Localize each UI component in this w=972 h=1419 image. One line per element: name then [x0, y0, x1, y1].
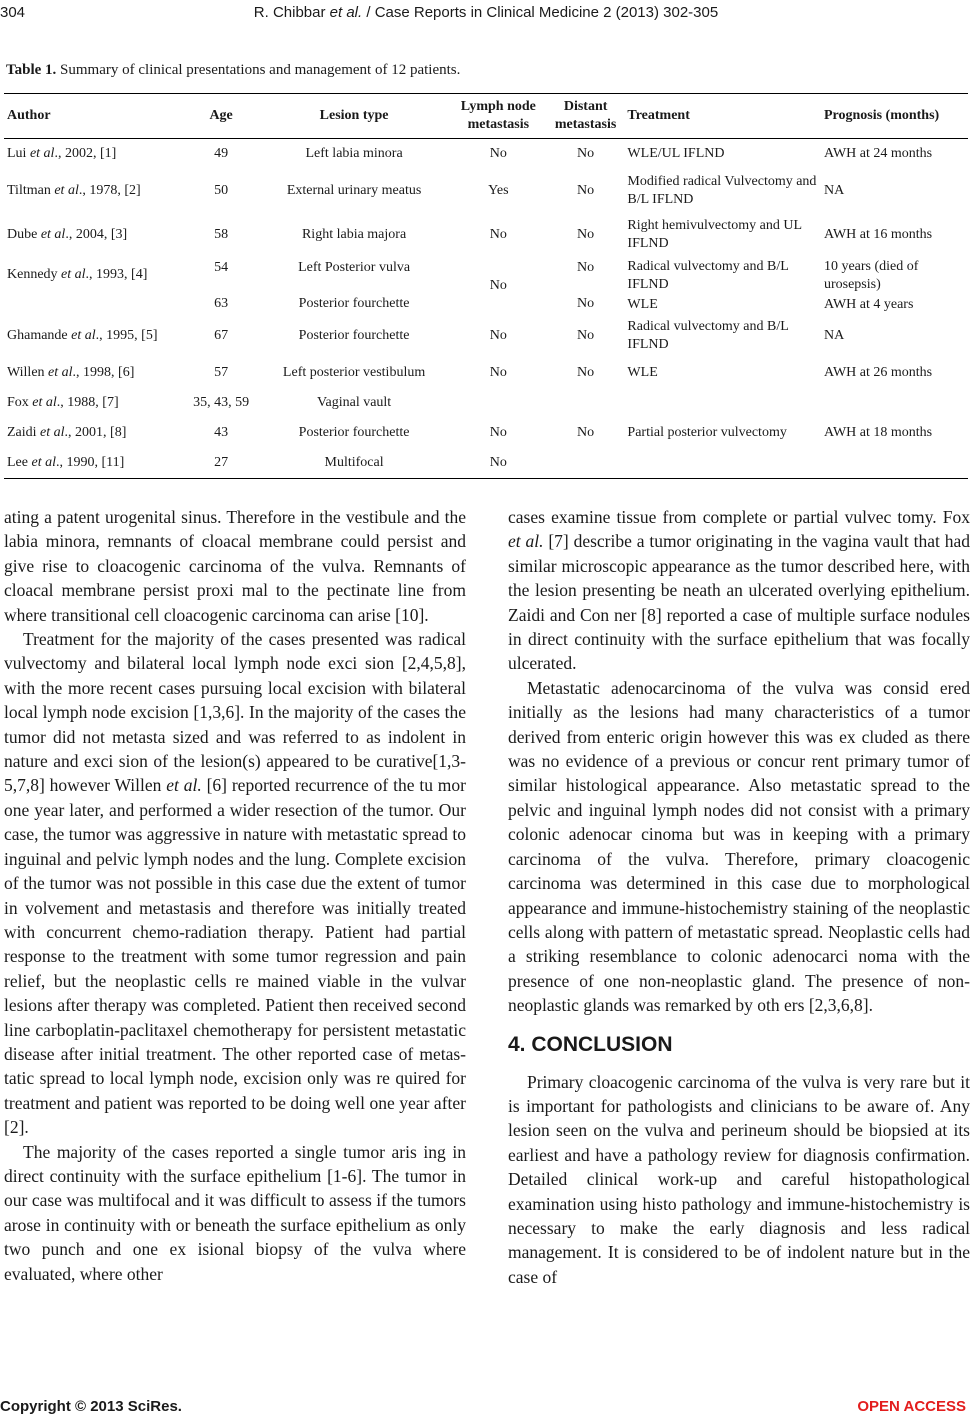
author-cell: Dube et al., 2004, [3]: [7, 227, 128, 242]
open-access-label: OPEN ACCESS: [857, 1398, 966, 1415]
treatment-cell: Right hemivulvectomy and UL IFLND: [627, 218, 802, 251]
age-cell: 43: [214, 425, 229, 440]
lymph-cell: [450, 388, 547, 418]
lymph-cell: Yes: [488, 183, 509, 198]
distant-cell: No: [577, 146, 595, 161]
section-heading: 4. CONCLUSION: [508, 1032, 673, 1056]
table-row: [4, 388, 968, 418]
lesion-cell: Posterior fourchette: [298, 295, 410, 311]
distant-cell: No: [577, 365, 595, 380]
distant-cell: No: [577, 227, 595, 242]
running-head: [0, 4, 972, 21]
treatment-cell: WLE: [627, 365, 658, 380]
author-cell: Lui et al., 2002, [1]: [7, 146, 117, 161]
lymph-cell: No: [489, 455, 507, 470]
table-row: [4, 418, 968, 448]
page-number: 304: [0, 4, 26, 21]
treatment-cell: Radical vulvectomy and B/L IFLND: [627, 319, 789, 352]
lesion-cell: External urinary meatus: [286, 183, 422, 198]
paragraph: cases examine tissue from complete or partial vulvec tomy. Fox et al. [7] describe a tumor originating in the vagina vault that had similar microscopic appearance as the tumor described here, with the lesion presenting be neath an ulcerated overlying epithelium. Zaidi and Con ner [8] reported a case of multiple surface nodules in direct continuity with the surface epithelium that was focally ulcerated.: [508, 507, 970, 674]
author-cell: Kennedy et al., 1993, [4]: [7, 267, 148, 282]
distant-cell: No: [577, 328, 595, 343]
table-caption-text: Summary of clinical presentations and management of 12 patients.: [56, 62, 461, 78]
column-header-author: Author: [7, 108, 51, 123]
lesion-cell: Multifocal: [324, 455, 384, 470]
lesion-cell: Vaginal vault: [316, 395, 392, 410]
prognosis-cell: AWH at 16 months: [823, 227, 933, 242]
age-cell: 27: [214, 455, 229, 470]
running-head-authors: R. Chibbar: [253, 4, 326, 21]
age-cell: 63: [214, 295, 229, 311]
table-row: [4, 139, 968, 170]
lymph-cell: No: [489, 227, 507, 242]
distant-cell: No: [577, 295, 595, 311]
treatment-cell: Modified radical Vulvectomy and B/L IFLND: [627, 174, 817, 207]
column-header-prognosis: Prognosis (months): [823, 108, 940, 123]
lesion-cell: Left labia minora: [305, 146, 403, 161]
lesion-cell: Right labia majora: [301, 227, 407, 242]
running-head-etal: et al.: [329, 4, 363, 21]
paragraph: The majority of the cases reported a single tumor aris ing in direct continuity with the surface epithelium [1-6]. The tumor in our case was multifocal and it was difficult to assess if the tumors arose in continuity with or beneath the surface epithelium as only two punch and one ex isional biopsy of the vulva where evaluated, where other: [4, 1141, 466, 1284]
age-cell: 54: [214, 260, 229, 275]
table-row: [4, 257, 968, 276]
age-cell: 49: [214, 146, 229, 161]
lymph-cell: No: [489, 365, 507, 380]
table-header-row: [4, 94, 968, 139]
distant-cell: [547, 448, 625, 479]
author-cell: Zaidi et al., 2001, [8]: [7, 425, 127, 440]
age-cell: 58: [214, 227, 229, 242]
distant-cell: No: [577, 260, 595, 275]
table-caption-label: Table 1.: [6, 62, 57, 78]
age-cell: 67: [214, 328, 229, 343]
table-row: [4, 169, 968, 213]
treatment-cell: WLE: [627, 296, 658, 312]
column-header-age: Age: [209, 108, 233, 123]
table-row: [4, 314, 968, 358]
table-caption: [6, 62, 460, 79]
summary-table: [4, 93, 968, 479]
distant-cell: [547, 388, 625, 418]
column-header-lymph-node: Lymph node metastasis: [460, 99, 536, 132]
age-cell: 35, 43, 59: [193, 395, 250, 410]
left-column: [4, 505, 466, 1286]
prognosis-cell: AWH at 18 months: [823, 425, 933, 440]
table-row: [4, 213, 968, 257]
distant-cell: No: [577, 425, 595, 440]
treatment-cell: WLE/UL IFLND: [627, 146, 725, 161]
copyright-notice: Copyright © 2013 SciRes.: [0, 1398, 182, 1415]
lymph-cell: No: [489, 328, 507, 343]
running-head-journal: / Case Reports in Clinical Medicine 2 (2013) 302-305: [366, 4, 719, 21]
author-cell: Ghamande et al., 1995, [5]: [7, 328, 158, 343]
treatment-cell: [624, 448, 821, 479]
prognosis-cell: AWH at 4 years: [823, 296, 914, 312]
treatment-cell: [624, 388, 821, 418]
prognosis-cell: NA: [823, 328, 845, 343]
prognosis-cell: AWH at 24 months: [823, 146, 933, 161]
paragraph: Metastatic adenocarcinoma of the vulva was consid ered initially as the lesions had many characteristics of a tumor derived from enteric origin however this was ex cluded as there was no evidence of a previous or concur rent primary tumor of similar histological appearance. Also metastatic spread to the pelvic and inguinal lymph nodes did not consist with a primary colonic adenocar cinoma but was in keeping with a primary carcinoma of the vulva. Therefore, primary cloacogenic carcinoma was determined in this case due to morphological appearance and immune-histochemistry staining of the neoplastic cells along with pattern of metastatic spread. Neoplastic cells had a striking resemblance to colonic adenocarci noma with the presence of one non-neoplastic gland. The presence of non-neoplastic glands was remarked by oth ers [2,3,6,8].: [508, 677, 970, 1016]
paragraph: ating a patent urogenital sinus. Therefore in the vestibule and the labia minora, remnants of cloacal membrane could persist and give rise to cloacogenic carcinoma of the vulva. Remnants of cloacal membrane persist proxi mal to the pectinate line from where transitional cell cloacogenic carcinoma can arise [10].: [4, 507, 466, 625]
author-cell: Tiltman et al., 1978, [2]: [7, 183, 141, 198]
prognosis-cell: 10 years (died of urosepsis): [823, 259, 919, 292]
distant-cell: No: [577, 183, 595, 198]
paragraph: Treatment for the majority of the cases presented was radical vulvectomy and bilateral local lymph node exci sion [2,4,5,8], with the more recent cases pursuing local excision with bilateral local lymph node excision [1,3,6]. In the majority of the cases the tumor did not metasta sized and was referred to as indolent in nature and exci sion of the lesion(s) appeared to be curative[1,3-5,7,8] however Willen et al. [6] reported recurrence of the tu mor one year later, and performed a wider resection of the tumor. Our case, the tumor was aggressive in nature with metastatic spread to inguinal and pelvic lymph nodes and the lung. Complete excision of the tumor was not possible in this case due the extent of tumor in volvement and metastasis and therefore was initially treated with concurrent chemo-radiation therapy. Patient had partial response to the treatment with some tumor regression and pain relief, but the neoplastic cells re mained viable in the vulvar lesions after therapy was completed. Patient then received second line carboplatin-paclitaxel chemotherapy for persistent metastatic disease after initial treatment. The other reported case of metas tatic spread to local lymph node, excision only was re quired for treatment and patient was reported to be doing well one year after [2].: [4, 629, 466, 1138]
column-header-treatment: Treatment: [627, 108, 690, 123]
paragraph: Primary cloacogenic carcinoma of the vulva is very rare but it is important for pathologists and clinicians to be aware of. Any lesion seen on the vulva and perineum should be biopsied at its earliest and have a pathology review for diagnosis confirmation. Detailed clinical work-up and careful histopathological examination using histo pathology and immune-histochemistry is necessary to make the early diagnosis and less radical management. It is considered to be of indolent nature but in the case of: [508, 1071, 970, 1287]
column-header-lesion-type: Lesion type: [319, 108, 389, 123]
age-cell: 57: [214, 365, 229, 380]
prognosis-cell: AWH at 26 months: [823, 365, 933, 380]
right-column: [508, 505, 970, 1289]
author-cell: Lee et al., 1990, [11]: [7, 455, 125, 470]
author-cell: Willen et al., 1998, [6]: [7, 365, 135, 380]
lesion-cell: Posterior fourchette: [298, 425, 410, 440]
column-header-distant: Distant metastasis: [554, 99, 617, 132]
table-row: [4, 448, 968, 479]
lesion-cell: Posterior fourchette: [298, 328, 410, 343]
lesion-cell: Left posterior vestibulum: [282, 365, 426, 380]
lymph-cell: No: [489, 146, 507, 161]
age-cell: 50: [214, 183, 229, 198]
table-row: [4, 358, 968, 388]
author-cell: [4, 293, 184, 314]
prognosis-cell: [821, 388, 968, 418]
author-cell: Fox et al., 1988, [7]: [7, 395, 119, 410]
prognosis-cell: NA: [823, 183, 845, 198]
treatment-cell: Radical vulvectomy and B/L IFLND: [627, 259, 789, 292]
treatment-cell: Partial posterior vulvectomy: [627, 425, 787, 440]
prognosis-cell: [821, 448, 968, 479]
lymph-cell: No: [489, 277, 507, 293]
lesion-cell: Left Posterior vulva: [298, 260, 411, 275]
lymph-cell: No: [489, 425, 507, 440]
